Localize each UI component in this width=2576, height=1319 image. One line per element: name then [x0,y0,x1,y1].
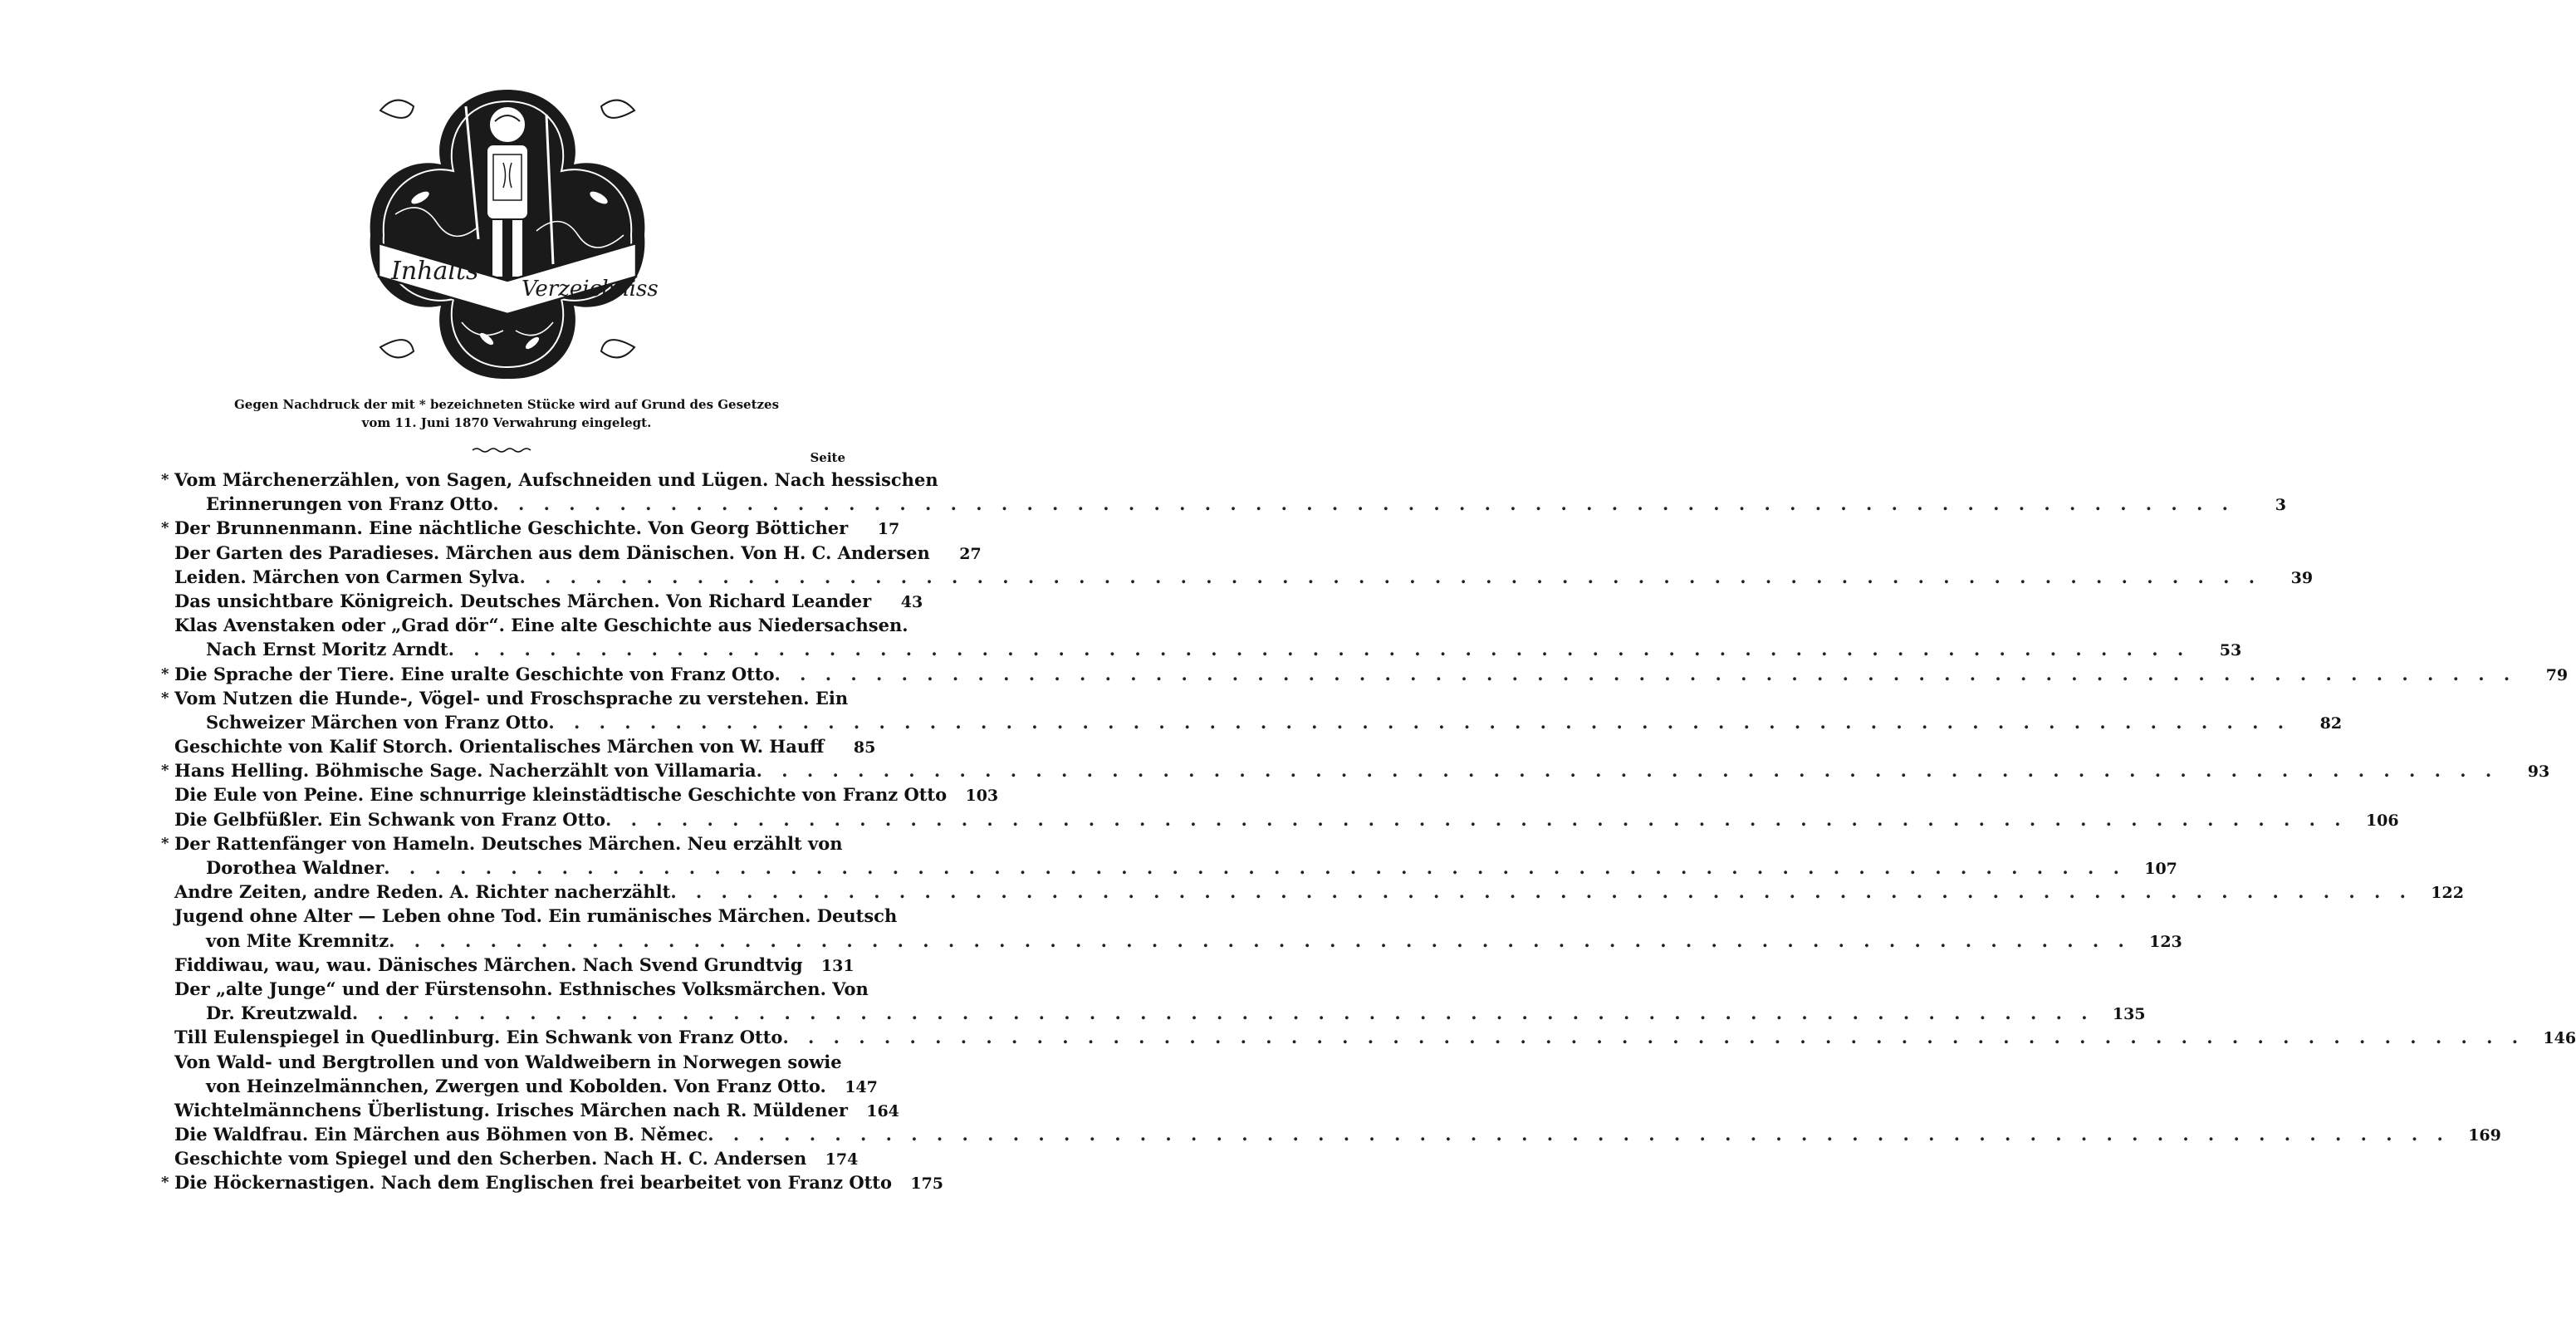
toc-entry-line [174,662,2569,686]
dot-leader [605,807,2348,831]
toc-entry-line [174,1098,899,1122]
page-number: 164 [866,1101,899,1120]
toc-entry-line [174,1146,859,1170]
toc-entry [159,565,2314,589]
toc-entry-title: von Mite Kremnitz [206,929,389,951]
copyright-star-marker: * [161,519,169,537]
toc-entry [159,1025,2576,1049]
toc-entry-line [174,1001,2146,1025]
copyright-star-marker: * [161,762,169,780]
copyright-star-marker: * [161,471,169,488]
toc-entry-line [174,1050,849,1074]
toc-entry-line [174,953,855,977]
dot-leader [389,929,2131,953]
toc-entry-title: Der Brunnenmann. Eine nächtliche Geschichte. Von Georg Bötticher [174,517,849,539]
toc-entry-title: Vom Nutzen die Hunde-, Vögel- und Froschsprache zu verstehen. Ein [174,687,849,709]
page-number: 43 [900,592,923,611]
page-number: 174 [825,1150,859,1169]
toc-entry-title: Till Eulenspiegel in Quedlinburg. Ein Schwank von Franz Otto [174,1027,783,1048]
copyright-star-marker: * [161,1174,169,1192]
toc-entry [159,1098,899,1122]
toc-entry [159,758,2550,782]
page-number: 3 [2275,496,2286,515]
title-vignette [362,73,659,390]
toc-entry-title: von Heinzelmännchen, Zwergen und Kobolden. Von Franz Otto. [206,1075,826,1096]
toc-entry-title: Geschichte von Kalif Storch. Orientalisches Märchen von W. Hauff [174,736,825,758]
toc-entry [159,831,2177,880]
page-number: 135 [2112,1005,2146,1024]
toc-entry-title: Der Garten des Paradieses. Märchen aus dem Dänischen. Von H. C. Andersen [174,542,930,563]
toc-entry-title: Die Sprache der Tiere. Eine uralte Geschichte von Franz Otto [174,663,775,684]
toc-entry-line [174,1074,878,1098]
toc-entry-title: Fiddiwau, wau, wau. Dänisches Märchen. Nach Svend Grundtvig [174,954,803,975]
dot-leader [548,710,2290,734]
page-number: 39 [2290,568,2314,587]
ribbon-text-right: Verzeichniss [522,277,659,302]
dot-leader [670,880,2412,904]
toc-entry [159,516,900,540]
dot-leader [519,565,2261,589]
page-number: 107 [2144,860,2177,878]
page-number: 93 [2527,762,2550,782]
page-number: 27 [959,544,982,563]
toc-entry [159,782,999,807]
toc-entry-line [174,613,908,637]
dot-leader [757,758,2499,782]
dot-leader [708,1122,2450,1146]
toc-entry-line [174,807,2399,831]
page-number: 103 [965,787,999,806]
toc-entry [159,468,2286,516]
page-number: 82 [2319,713,2343,733]
toc-entry [159,904,2182,952]
dot-leader [352,1001,2094,1025]
toc-entry-line [174,565,2314,589]
page-number: 53 [2219,641,2242,660]
dot-leader [775,662,2517,686]
toc-entry-title: Das unsichtbare Königreich. Deutsches Märchen. Von Richard Leander [174,590,872,611]
toc-entry [159,686,2343,734]
dot-leader [384,856,2126,880]
page-number: 147 [845,1077,878,1096]
toc-entry-line [174,977,869,1001]
toc-entry-title: Andre Zeiten, andre Reden. A. Richter nacherzählt [174,881,671,903]
toc-entry [159,1146,859,1170]
copyright-star-marker: * [161,664,169,683]
toc-entry [159,807,2399,831]
page-number: 122 [2431,884,2464,903]
toc-entry-title: Wichtelmännchens Überlistung. Irisches Märchen nach R. Müldener [174,1099,848,1120]
toc-entry-line [174,710,2343,734]
page-number: 169 [2468,1126,2501,1145]
toc-entry-title: Erinnerungen von Franz Otto [206,493,493,515]
notice-line: Gegen Nachdruck der mit * bezeichneten Stücke wird auf Grund des Gesetzes [233,397,780,412]
page-number: 123 [2149,932,2182,951]
page-number: 131 [820,956,855,975]
page-column-header: Seite [810,450,845,465]
toc-entry-line [174,929,2182,953]
toc-entry-line [174,468,938,492]
page-number: 85 [853,738,876,758]
toc-entry-title: Die Höckernastigen. Nach dem Englischen frei bearbeitet von Franz Otto [174,1172,893,1194]
toc-entry-title: Leiden. Märchen von Carmen Sylva [174,566,520,587]
copyright-star-marker: * [161,689,169,707]
toc-entry-line [174,758,2550,782]
toc-entry-line [174,880,2464,904]
toc-entry-title: Von Wald- und Bergtrollen und von Waldweibern in Norwegen sowie [174,1051,842,1072]
toc-entry [159,613,2242,661]
page-number: 146 [2543,1029,2576,1048]
toc-entry-title: Die Gelbfüßler. Ein Schwank von Franz Otto [174,808,605,830]
page-number: 79 [2545,665,2569,684]
copyright-notice [166,395,847,432]
toc-entry-line [174,782,999,807]
toc-entry [159,1050,878,1098]
toc-entry-line [174,856,2177,880]
toc-entry-title: Die Eule von Peine. Eine schnurrige kleinstädtische Geschichte von Franz Otto [174,784,948,806]
toc-entry-line [174,637,2242,661]
toc-entry [159,541,982,565]
toc-entry-line [174,686,849,710]
toc-entry-line [174,492,2286,516]
toc-entry [159,880,2464,904]
copyright-star-marker: * [161,834,169,852]
page-number: 106 [2365,811,2399,830]
toc-entry [159,1170,944,1194]
toc-entry-title: Jugend ohne Alter — Leben ohne Tod. Ein rumänisches Märchen. Deutsch [174,905,898,927]
ribbon-text-left: Inhalts [391,257,479,286]
toc-entry-title: Die Waldfrau. Ein Märchen aus Böhmen von B. Němec [174,1124,708,1145]
notice-line: vom 11. Juni 1870 Verwahrung eingelegt. [361,415,652,430]
toc-entry-line [174,541,982,565]
toc-entry-title: Nach Ernst Moritz Arndt [206,639,448,660]
table-of-contents [159,468,2576,1195]
toc-entry-line [174,1170,944,1194]
toc-entry [159,662,2569,686]
toc-entry-title: Der Rattenfänger von Hameln. Deutsches Märchen. Neu erzählt von [174,832,843,854]
toc-entry [159,589,923,613]
toc-entry-title: Dr. Kreutzwald [206,1003,352,1024]
dot-leader [782,1025,2525,1049]
toc-entry [159,1122,2501,1146]
toc-entry-line [174,589,923,613]
toc-entry-line [174,831,849,856]
page-number: 175 [910,1174,944,1194]
toc-entry-line [174,1122,2501,1146]
dot-leader [448,637,2191,661]
toc-entry [159,953,855,977]
toc-entry-line [174,516,900,540]
toc-entry-title: Dorothea Waldner [206,857,384,878]
toc-entry-line [174,734,876,758]
toc-entry-title: Vom Märchenerzählen, von Sagen, Aufschneiden und Lügen. Nach hessischen [174,469,938,490]
toc-entry [159,734,876,758]
page-number: 17 [877,520,900,539]
toc-entry-line [174,1025,2576,1049]
toc-entry-title: Geschichte vom Spiegel und den Scherben. Nach H. C. Andersen [174,1148,807,1169]
toc-entry-title: Hans Helling. Böhmische Sage. Nacherzählt von Villamaria [174,760,757,782]
toc-entry-title: Schweizer Märchen von Franz Otto [206,711,549,733]
toc-entry [159,977,2146,1025]
divider-squiggle [471,446,537,454]
toc-entry-title: Der „alte Junge“ und der Fürstensohn. Esthnisches Volksmärchen. Von [174,978,869,999]
dot-leader [492,492,2235,516]
toc-entry-line [174,904,898,928]
toc-entry-title: Klas Avenstaken oder „Grad dör“. Eine alte Geschichte aus Niedersachsen. [174,615,908,636]
